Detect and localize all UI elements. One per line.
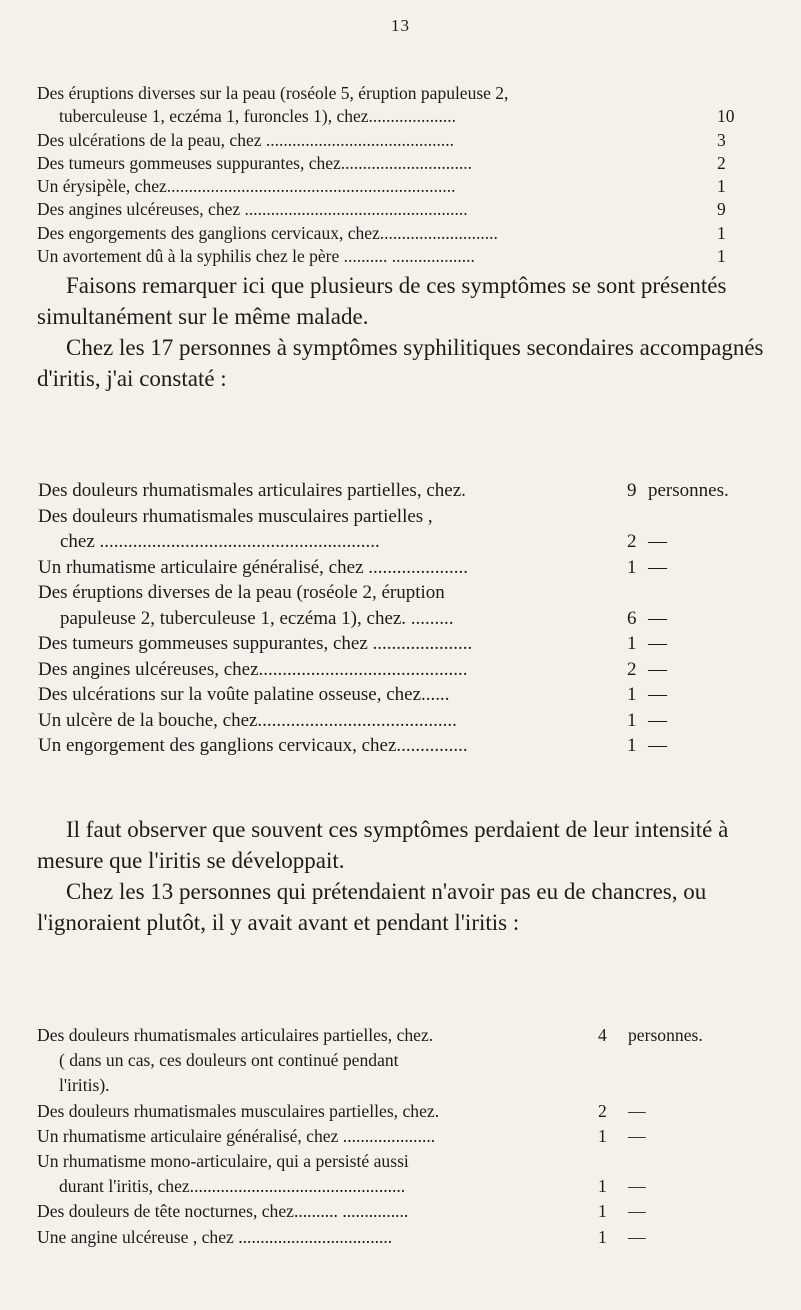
list-item-unit: — [648, 531, 667, 552]
list-item-unit: — [648, 709, 667, 731]
list-item-label: Des engorgements des ganglions cervicaux, chez........................... [37, 222, 498, 243]
list-item-label: Des tumeurs gommeuses suppurantes, chez.............................. [37, 152, 472, 173]
list-item-count: 1 [717, 246, 726, 267]
list-item-unit: personnes. [628, 1025, 703, 1045]
list-item-label: Une angine ulcéreuse , chez ................................... [37, 1226, 393, 1247]
list-item-label: l'iritis). [59, 1075, 110, 1096]
list-item [37, 1199, 772, 1224]
list-item-count: 1 [627, 633, 637, 654]
list-item-label: Des ulcérations sur la voûte palatine osseuse, chez...... [38, 684, 450, 705]
list-item-label: Un érysipèle, chez.................................................................. [37, 176, 456, 197]
list-item-count: 9 [627, 480, 637, 501]
list-item-unit: — [628, 1226, 646, 1247]
list-item-count: 2 [627, 531, 637, 552]
paragraph-1 [37, 270, 772, 394]
list-item [37, 129, 749, 152]
list-item [38, 606, 773, 632]
symptom-list-3 [37, 1023, 772, 1250]
list-item-unit: — [648, 607, 667, 629]
list-item-count: 1 [717, 222, 726, 243]
page-number: 13 [391, 16, 410, 35]
list-item-count: 4 [598, 1025, 607, 1045]
paragraph-text: Chez les 13 personnes qui prétendaient n'avoir pas eu de chancres, ou l'ignoraient plutôt, il y avait avant et pendant l'iritis : [37, 879, 707, 935]
list-item [38, 682, 773, 708]
list-item [38, 733, 773, 759]
paragraph-text: Il faut observer que souvent ces symptômes perdaient de leur intensité à mesure que l'iritis se développait. [37, 817, 729, 873]
list-item-label: Un rhumatisme mono-articulaire, qui a persisté aussi [37, 1151, 409, 1172]
list-item-label: Des ulcérations de la peau, chez ........................................... [37, 129, 454, 150]
list-item-label: Un ulcère de la bouche, chez.......................................... [38, 709, 457, 731]
list-item-unit: — [648, 658, 667, 680]
list-item-label: Un rhumatisme articulaire généralisé, chez ..................... [37, 1125, 436, 1146]
list-item-unit: — [648, 735, 667, 756]
list-item-count: 9 [717, 199, 726, 220]
list-item [38, 708, 773, 734]
list-item [37, 245, 749, 268]
list-item-count: 1 [598, 1201, 607, 1222]
list-item-label: ( dans un cas, ces douleurs ont continué pendant [59, 1050, 399, 1071]
list-item-unit: — [628, 1100, 646, 1121]
list-item [37, 1225, 772, 1250]
list-item-label: Des éruptions diverses de la peau (roséole 2, éruption [38, 582, 445, 603]
list-item [37, 1048, 772, 1073]
list-item [38, 529, 773, 555]
list-item-label: Des douleurs rhumatismales musculaires partielles , [38, 505, 433, 527]
list-item [37, 1149, 772, 1174]
list-item-unit: personnes. [648, 480, 729, 501]
list-item-count: 1 [598, 1125, 607, 1146]
list-item [37, 82, 749, 105]
paragraph-text: Chez les 17 personnes à symptômes syphilitiques secondaires accompagnés d'iritis, j'ai constaté : [37, 335, 764, 391]
list-item-unit: — [648, 684, 667, 705]
list-item-count: 1 [627, 735, 637, 756]
list-item-count: 1 [627, 709, 637, 731]
list-item-count: 1 [717, 176, 726, 197]
list-item-label: Des douleurs rhumatismales articulaires partielles, chez. [38, 480, 466, 501]
paragraph-2 [37, 814, 772, 938]
list-item [38, 478, 773, 504]
list-item [37, 1174, 772, 1199]
list-item-label: tuberculeuse 1, eczéma 1, furoncles 1), chez.................... [59, 106, 456, 127]
list-item-count: 1 [598, 1226, 607, 1247]
list-item-count: 6 [627, 607, 637, 629]
list-item-label: Des douleurs rhumatismales articulaires partielles, chez. [37, 1025, 434, 1045]
list-item [38, 555, 773, 581]
list-item-label: Des douleurs rhumatismales musculaires partielles, chez. [37, 1100, 440, 1121]
list-item-label: Un avortement dû à la syphilis chez le père .......... ................... [37, 246, 475, 267]
list-item-label: papuleuse 2, tuberculeuse 1, eczéma 1), chez. ......... [60, 607, 454, 629]
list-item-count: 2 [717, 152, 726, 173]
list-item-count: 2 [627, 658, 637, 680]
list-item-count: 10 [717, 106, 735, 127]
list-item [38, 657, 773, 683]
list-item-count: 1 [627, 556, 637, 578]
list-item-unit: — [648, 633, 667, 654]
list-item-label: Des angines ulcéreuses, chez............................................ [38, 658, 468, 680]
list-item-label: Des éruptions diverses sur la peau (roséole 5, éruption papuleuse 2, [37, 83, 509, 103]
list-item-count: 3 [717, 129, 726, 150]
list-item [38, 580, 773, 606]
symptom-list-2 [38, 478, 773, 759]
list-item [37, 198, 749, 221]
list-item [37, 105, 749, 128]
list-item [37, 1073, 772, 1098]
list-item-label: Des tumeurs gommeuses suppurantes, chez ..................... [38, 633, 473, 654]
list-item-count: 1 [598, 1176, 607, 1197]
symptom-list-1 [37, 82, 749, 268]
list-item [37, 175, 749, 198]
paragraph-text: Faisons remarquer ici que plusieurs de ces symptômes se sont présentés simultanément sur le même malade. [37, 273, 727, 329]
list-item [37, 1124, 772, 1149]
list-item-label: durant l'iritis, chez................................................. [59, 1176, 406, 1197]
list-item-label: Un engorgement des ganglions cervicaux, chez............... [38, 735, 468, 756]
list-item-unit: — [628, 1176, 646, 1197]
list-item-label: Des douleurs de tête nocturnes, chez.......... ............... [37, 1201, 409, 1222]
list-item [37, 152, 749, 175]
list-item-unit: — [628, 1201, 646, 1222]
list-item [37, 1099, 772, 1124]
list-item-unit: — [628, 1125, 646, 1146]
list-item [37, 1023, 772, 1048]
list-item [38, 631, 773, 657]
list-item [38, 504, 773, 530]
list-item-unit: — [648, 556, 667, 578]
list-item-label: chez ........................................................... [60, 531, 380, 552]
list-item-count: 1 [627, 684, 637, 705]
list-item-label: Un rhumatisme articulaire généralisé, chez ..................... [38, 556, 468, 578]
list-item-label: Des angines ulcéreuses, chez ................................................... [37, 199, 468, 220]
list-item-count: 2 [598, 1100, 607, 1121]
list-item [37, 222, 749, 245]
